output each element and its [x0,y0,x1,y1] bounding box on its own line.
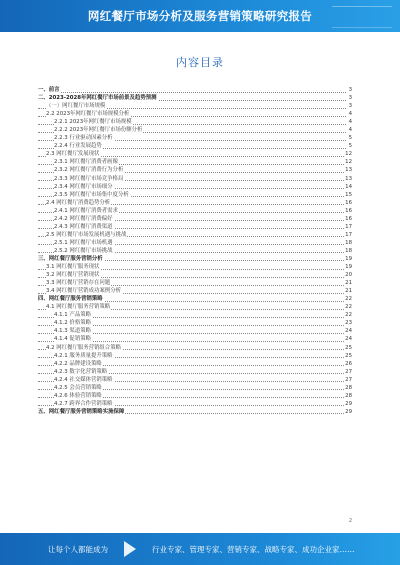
toc-entry[interactable] [38,134,352,142]
toc-entry-label: 3.1 网红餐厅服务现状 [46,264,100,271]
toc-entry-label: 4.2.3 数字化营销策略 [54,368,108,375]
toc-heading: 内容目录 [176,56,224,69]
toc-entry-label: 2.3.3 网红餐厅市场竞争格局 [54,175,124,182]
toc-entry[interactable] [38,110,352,118]
toc-entry-page: 16 [345,199,352,206]
toc-entry-label: 4.1.2 价格策略 [54,320,91,327]
toc-entry-page: 3 [348,103,352,110]
toc-entry-label: （一）网红餐厅市场规模 [46,103,106,110]
toc-entry-page: 13 [345,175,352,182]
toc-entry[interactable] [38,368,352,376]
toc-entry-label: 2.4 网红餐厅消费趋势分析 [46,199,111,206]
toc-entry-label: 3.3 网红餐厅营销存在问题 [46,280,111,287]
toc-entry-page: 4 [348,111,352,118]
toc-entry[interactable] [38,191,352,199]
toc-entry[interactable] [38,263,352,271]
toc-entry-page: 4 [348,127,352,134]
toc-entry[interactable] [38,142,352,150]
footer-arrow-icon [124,541,136,557]
toc-entry-page: 24 [345,336,352,343]
toc-entry[interactable] [38,384,352,392]
toc-entry[interactable] [38,102,352,110]
toc-entry[interactable] [38,335,352,343]
toc-entry-label: 2.3.4 网红餐厅市场细分 [54,183,113,190]
toc-entry[interactable] [38,126,352,134]
toc-entry-label: 三、网红餐厅服务营销分析 [38,255,103,262]
toc-entry[interactable] [38,255,352,263]
toc-entry[interactable] [38,279,352,287]
toc-entry-label: 4.1 网红餐厅服务营销策略 [46,304,111,311]
toc-entry[interactable] [38,231,352,239]
footer-slogan-right: 行业专家、管理专家、营销专家、战略专家、成功企业家…… [152,545,355,554]
toc-entry-page: 17 [345,223,352,230]
toc-entry-page: 25 [345,352,352,359]
toc-entry[interactable] [38,239,352,247]
toc-entry[interactable] [38,175,352,183]
toc-entry[interactable] [38,376,352,384]
header-decoration [332,6,392,28]
report-title: 网红餐厅市场分析及服务营销策略研究报告 [87,9,313,23]
toc-entry[interactable] [38,118,352,126]
toc-entry[interactable] [38,247,352,255]
toc-entry-page: 18 [345,239,352,246]
toc-entry[interactable] [38,319,352,327]
toc-entry-label: 4.1.3 渠道策略 [54,328,91,335]
toc-entry-label: 2.4.3 网红餐厅消费渠道 [54,223,113,230]
footer-banner [0,533,400,565]
toc-entry-page: 18 [345,247,352,254]
toc-entry-label: 2.3.1 网红餐厅消费者画像 [54,159,118,166]
toc-entry-label: 二、2023-2028年网红餐厅市场前景及趋势预测 [38,95,157,102]
toc-entry[interactable] [38,408,352,416]
toc-entry-page: 3 [348,87,352,93]
toc-entry-label: 2.2.1 2023年网红餐厅市场规模 [54,119,132,126]
toc-entry[interactable] [38,199,352,207]
toc-entry-page: 22 [345,304,352,311]
toc-entry-page: 22 [345,296,352,303]
toc-entry-label: 4.1.4 促销策略 [54,336,91,343]
toc-entry[interactable] [38,158,352,166]
toc-entry[interactable] [38,360,352,368]
toc-entry-label: 3.4 网红餐厅营销成功案例分析 [46,288,121,295]
toc-entry-label: 2.2.3 行业驱动因素分析 [54,135,113,142]
toc-entry[interactable] [38,344,352,352]
toc-entry-label: 2.2 2023年网红餐厅市场规模分析 [46,111,130,118]
toc-entry-page: 12 [345,151,352,158]
toc-entry-page: 16 [345,207,352,214]
toc-entry-label: 4.2.4 社交媒体营销策略 [54,376,113,383]
toc-entry-label: 2.4.1 网红餐厅消费者需求 [54,207,118,214]
toc-entry[interactable] [38,94,352,102]
toc-entry[interactable] [38,295,352,303]
toc-entry-page: 27 [345,368,352,375]
toc-entry-label: 3.2 网红餐厅营销现状 [46,272,100,279]
toc-entry-label: 4.2.2 品牌建设策略 [54,360,102,367]
toc-entry-label: 2.4.2 网红餐厅消费偏好 [54,215,113,222]
toc-entry[interactable] [38,352,352,360]
toc-entry-label: 4.2.5 会员营销策略 [54,384,102,391]
toc-entry-label: 2.3 网红餐厅发展现状 [46,151,100,158]
toc-entry-label: 4.2.7 跨界合作营销策略 [54,400,113,407]
toc-entry-page: 28 [345,384,352,391]
toc-entry-label: 4.2.1 服务质量提升策略 [54,352,113,359]
footer-slogan-left: 让每个人都能成为 [48,545,108,554]
toc-entry[interactable] [38,183,352,191]
toc-entry-page: 27 [345,376,352,383]
toc-entry-page: 19 [345,264,352,271]
toc-entry-label: 一、前言 [38,87,60,93]
toc-entry-page: 12 [345,159,352,166]
toc-entry-page: 25 [345,344,352,351]
toc-entry-label: 五、网红餐厅服务营销策略实施保障 [38,408,125,415]
toc-entry-label: 2.2.4 行业发展趋势 [54,143,102,150]
toc-entry[interactable] [38,287,352,295]
toc-entry-page: 15 [345,191,352,198]
toc-entry-label: 2.5.1 网红餐厅市场机遇 [54,239,113,246]
toc-entry-page: 21 [345,288,352,295]
toc-entry-page: 26 [345,360,352,367]
toc-entry-page: 28 [345,392,352,399]
report-header-banner [0,0,400,32]
toc-entry[interactable] [38,271,352,279]
toc-entry-page: 21 [345,280,352,287]
toc-entry-label: 2.3.2 网红餐厅消费行为分析 [54,167,124,174]
toc-entry-page: 5 [348,143,352,150]
toc-entry-page: 14 [345,183,352,190]
toc-entry[interactable] [38,223,352,231]
toc-entry-page: 22 [345,312,352,319]
toc-entry[interactable] [38,150,352,158]
toc-entry[interactable] [38,207,352,215]
toc-entry-page: 4 [348,119,352,126]
toc-entry-label: 2.5.2 网红餐厅市场挑战 [54,247,113,254]
toc-entry[interactable] [38,215,352,223]
toc-entry-page: 13 [345,167,352,174]
toc-entry-label: 4.1.1 产品策略 [54,312,91,319]
toc-entry[interactable] [38,86,352,94]
toc-entry[interactable] [38,303,352,311]
toc-entry[interactable] [38,166,352,174]
toc-entry[interactable] [38,327,352,335]
toc-entry-page: 3 [348,95,352,102]
toc-entry-label: 四、网红餐厅服务营销策略 [38,296,103,303]
toc-entry-page: 17 [345,231,352,238]
table-of-contents [38,86,352,416]
toc-entry-page: 16 [345,215,352,222]
toc-entry-page: 29 [345,400,352,407]
toc-entry-label: 2.3.5 网红餐厅市场集中度分析 [54,191,129,198]
toc-entry-label: 2.2.2 2023年网红餐厅市场份额分析 [54,127,143,134]
toc-entry-page: 19 [345,255,352,262]
toc-entry[interactable] [38,400,352,408]
toc-entry-page: 24 [345,328,352,335]
toc-entry-label: 4.2 网红餐厅服务营销组合策略 [46,344,121,351]
toc-entry-label: 2.5 网红餐厅市场发展机遇与挑战 [46,231,127,238]
toc-leader-dots [38,92,346,93]
toc-entry-page: 29 [345,408,352,415]
toc-entry-page: 23 [345,320,352,327]
toc-entry[interactable] [38,311,352,319]
toc-entry[interactable] [38,392,352,400]
page-number: 2 [348,518,352,524]
toc-entry-label: 4.2.6 体验营销策略 [54,392,102,399]
toc-entry-page: 5 [348,135,352,142]
toc-entry-page: 20 [345,272,352,279]
